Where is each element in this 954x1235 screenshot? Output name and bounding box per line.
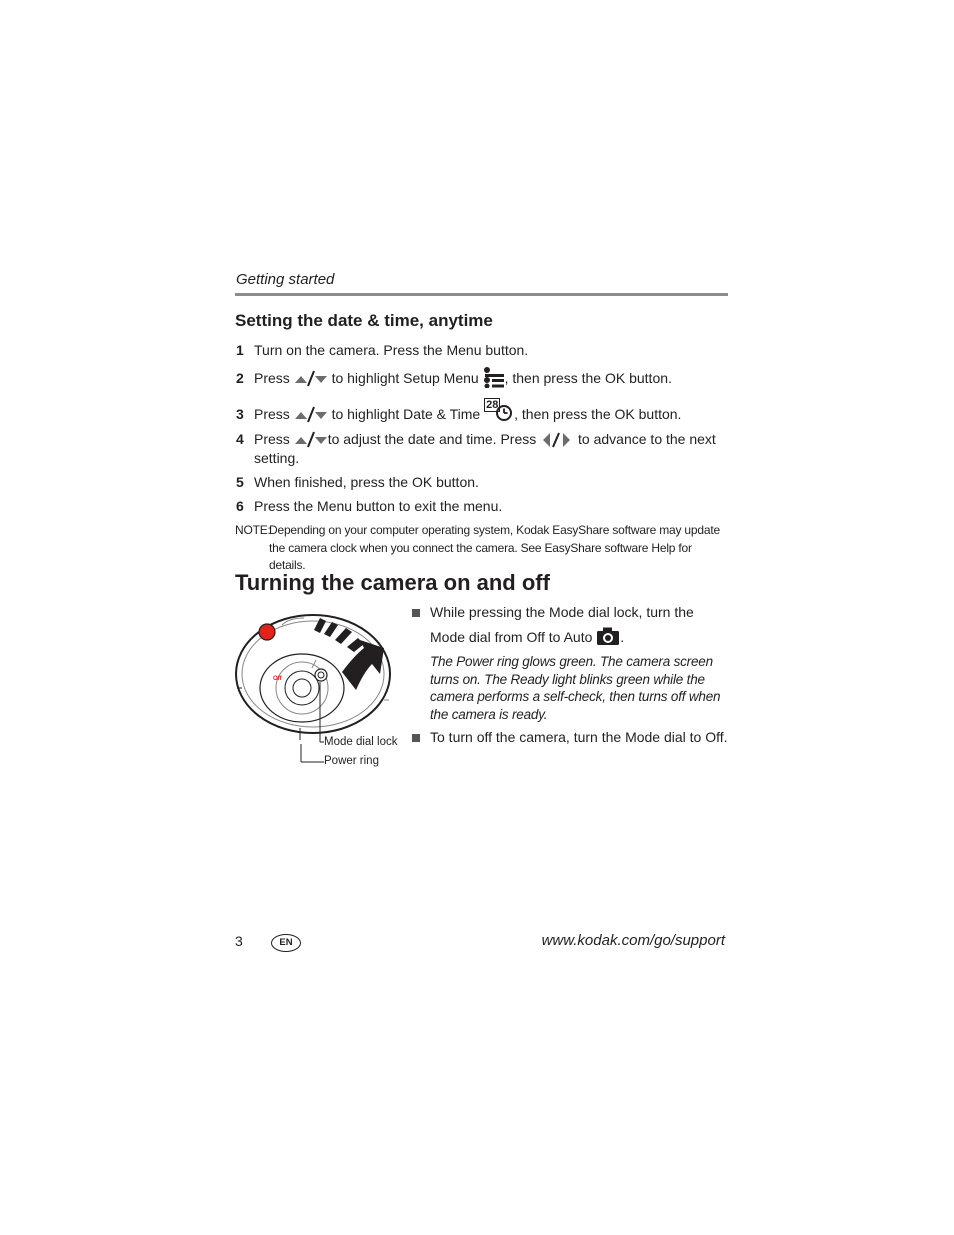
power-section-title: Turning the camera on and off [235,570,550,595]
power-result-text: The Power ring glows green. The camera screen turns on. The Ready light blinks green while the camera performs a self-check, then turns off when the camera is ready. [430,654,721,722]
language-badge: EN [271,934,301,952]
step-number: 2 [236,370,244,386]
callout-power-ring: Power ring [324,755,379,767]
step-text [254,369,726,388]
bullet-text [430,600,730,650]
step-text-pre: Press [254,431,290,447]
page-number: 3 [235,933,243,949]
step-number: 1 [236,342,244,358]
bullet-turn-on [412,600,732,652]
dial-off-label: Off [273,676,282,682]
bullet-text: To turn off the camera, turn the Mode dial to Off. [430,729,728,745]
bullet-square-icon [412,734,420,742]
date-icon-number: 28 [486,399,499,412]
step-number: 3 [236,406,244,422]
note-label: NOTE: [235,523,271,537]
step-text-mid: to highlight Date & Time [331,406,481,422]
step-text-post: , then press the OK button. [514,406,682,422]
step-text-pre: Press [254,406,290,422]
step-text: Turn on the camera. Press the Menu button. [254,342,529,358]
bullet-square-icon [412,609,420,617]
support-url[interactable]: www.kodak.com/go/support [541,932,725,949]
step-text-post: , then press the OK button. [504,370,672,386]
step-text [254,399,726,424]
section-label: Getting started [236,271,335,288]
camera-icon [596,626,620,646]
left-right-arrow-icon [542,430,572,448]
callout-mode-dial-lock: Mode dial lock [324,736,398,748]
step-text-pre: Press [254,370,290,386]
step-number: 5 [236,474,244,490]
step-text-mid: to adjust the date and time. Press [327,431,537,447]
up-down-arrow-icon [294,369,328,387]
up-down-arrow-icon [294,405,328,423]
bullet-text-main: While pressing the Mode dial lock, turn the Mode dial from Off to Auto [430,604,694,645]
bullet-text-end: . [620,629,625,645]
step-text-post: to advance to the next setting. [254,431,716,466]
date-section-title: Setting the date & time, anytime [235,311,493,330]
note-text: Depending on your computer operating system, Kodak EasyShare software may update the camera clock when you connect the camera. See EasyShare software Help for details. [269,523,720,572]
step-text: Press the Menu button to exit the menu. [254,498,503,514]
step-text [254,430,726,468]
setup-menu-icon [483,366,505,388]
step-number: 4 [236,431,244,447]
step-text-mid: to highlight Setup Menu [331,370,479,386]
header-rule [235,293,728,296]
step-text: When finished, press the OK button. [254,474,479,490]
date-time-icon [484,398,514,422]
step-number: 6 [236,498,244,514]
up-down-arrow-icon [294,430,328,448]
